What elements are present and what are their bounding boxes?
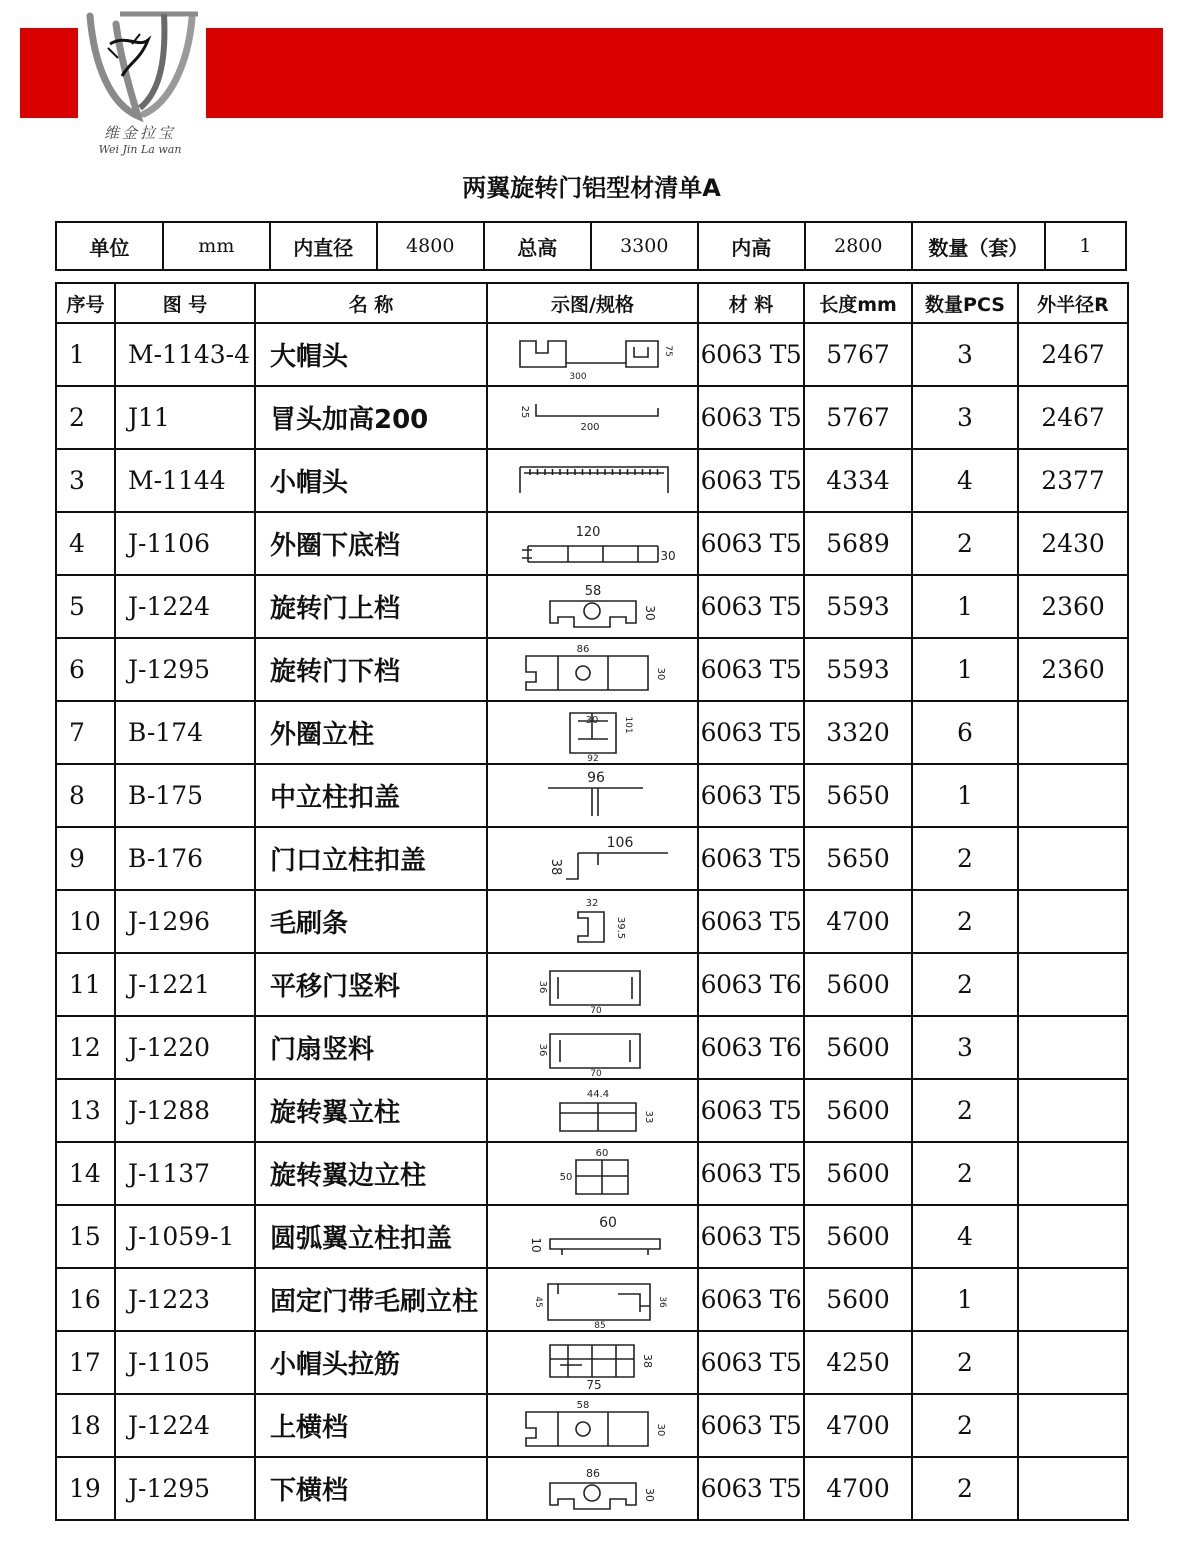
profile-outline [550, 971, 640, 1005]
row-qty: 2 [912, 1457, 1018, 1520]
row-radius: 2360 [1018, 575, 1128, 638]
table-row [56, 1331, 1128, 1394]
row-material: 6063 T5 [698, 1457, 804, 1520]
profile-dimension-label: 58 [584, 583, 601, 599]
profile-dimension-label: 30 [659, 548, 676, 563]
row-radius [1018, 827, 1128, 890]
row-length: 5593 [804, 575, 912, 638]
profile-outline [550, 1483, 636, 1509]
profile-outline [584, 1485, 600, 1501]
row-seq: 8 [56, 764, 115, 827]
row-name: 旋转门下档 [255, 638, 487, 701]
profile-dimension-label: 75 [662, 344, 673, 357]
row-name: 外圈下底档 [255, 512, 487, 575]
row-name: 旋转翼边立柱 [255, 1142, 487, 1205]
row-name: 冒头加高200 [255, 386, 487, 449]
row-seq: 15 [56, 1205, 115, 1268]
profile-dimension-label: 45 [532, 1295, 543, 1308]
row-radius: 2430 [1018, 512, 1128, 575]
row-length: 3320 [804, 701, 912, 764]
row-code: M-1144 [115, 449, 255, 512]
profile-outline [576, 666, 590, 680]
row-radius [1018, 1457, 1128, 1520]
row-qty: 2 [912, 1142, 1018, 1205]
profile-outline [584, 603, 600, 619]
row-name: 旋转门上档 [255, 575, 487, 638]
row-material: 6063 T5 [698, 512, 804, 575]
row-material: 6063 T5 [698, 1079, 804, 1142]
table-row [56, 575, 1128, 638]
row-code: J-1295 [115, 638, 255, 701]
row-profile-drawing [487, 953, 698, 1016]
table-row [56, 1079, 1128, 1142]
profile-dimension-label: 39.5 [614, 916, 626, 939]
table-header-row [56, 283, 1128, 323]
profile-outline [576, 1422, 590, 1436]
header-name: 名 称 [255, 283, 487, 323]
row-qty: 2 [912, 890, 1018, 953]
row-qty: 1 [912, 575, 1018, 638]
row-qty: 1 [912, 638, 1018, 701]
profile-dimension-label: 200 [579, 421, 600, 433]
profile-drawing-icon [508, 768, 678, 824]
row-profile-drawing [487, 1394, 698, 1457]
row-code: J-1224 [115, 575, 255, 638]
row-radius [1018, 1016, 1128, 1079]
table-row [56, 1268, 1128, 1331]
profile-dimension-label: 86 [576, 643, 589, 655]
row-seq: 13 [56, 1079, 115, 1142]
row-name: 外圈立柱 [255, 701, 487, 764]
table-row [56, 449, 1128, 512]
row-seq: 16 [56, 1268, 115, 1331]
row-profile-drawing [487, 701, 698, 764]
profile-dimension-label: 75 [585, 1377, 602, 1391]
row-code: J-1221 [115, 953, 255, 1016]
row-radius: 2467 [1018, 386, 1128, 449]
header-material: 材 料 [698, 283, 804, 323]
table-row [56, 638, 1128, 701]
profile-dimension-label: 120 [575, 524, 600, 540]
profile-dimension-label: 96 [586, 769, 605, 786]
profile-drawing-icon [508, 957, 678, 1013]
row-material: 6063 T6 [698, 1016, 804, 1079]
qty-sets-label: 数量（套） [912, 222, 1045, 270]
row-radius: 2467 [1018, 323, 1128, 386]
table-row [56, 1394, 1128, 1457]
row-profile-drawing [487, 1205, 698, 1268]
header-seq: 序号 [56, 283, 115, 323]
row-length: 5600 [804, 1142, 912, 1205]
row-code: B-176 [115, 827, 255, 890]
row-seq: 7 [56, 701, 115, 764]
row-length: 5600 [804, 1016, 912, 1079]
profile-dimension-label: 25 [518, 405, 530, 418]
profile-drawing-icon [508, 831, 678, 887]
profile-drawing-icon [508, 1146, 678, 1202]
header-length: 长度mm [804, 283, 912, 323]
row-profile-drawing [487, 1016, 698, 1079]
profile-dimension-label: 101 [622, 715, 633, 734]
profile-dimension-label: 44.4 [586, 1088, 609, 1100]
row-length: 5593 [804, 638, 912, 701]
qty-sets-value: 1 [1045, 222, 1126, 270]
row-radius [1018, 764, 1128, 827]
profile-outline [548, 1284, 650, 1320]
row-length: 4250 [804, 1331, 912, 1394]
total-height-label: 总高 [484, 222, 591, 270]
info-table [55, 221, 1127, 271]
row-radius [1018, 890, 1128, 953]
row-code: J-1106 [115, 512, 255, 575]
profile-outline [520, 467, 668, 493]
row-code: J-1223 [115, 1268, 255, 1331]
row-name: 毛刷条 [255, 890, 487, 953]
row-length: 5689 [804, 512, 912, 575]
row-length: 5600 [804, 953, 912, 1016]
row-profile-drawing [487, 449, 698, 512]
row-qty: 6 [912, 701, 1018, 764]
inner-height-value: 2800 [805, 222, 912, 270]
row-length: 5600 [804, 1205, 912, 1268]
profile-drawing-icon [508, 894, 678, 950]
table-row [56, 386, 1128, 449]
profile-drawing-icon [508, 1272, 678, 1328]
profile-outline [578, 912, 604, 942]
row-code: J-1220 [115, 1016, 255, 1079]
row-profile-drawing [487, 575, 698, 638]
profile-drawing-icon [508, 1335, 678, 1391]
row-qty: 2 [912, 953, 1018, 1016]
row-qty: 4 [912, 1205, 1018, 1268]
table-row [56, 1205, 1128, 1268]
profile-dimension-label: 30 [654, 1423, 666, 1436]
unit-label: 单位 [56, 222, 163, 270]
row-radius [1018, 1268, 1128, 1331]
profile-dimension-label: 30 [642, 1487, 656, 1502]
profile-drawing-icon [508, 705, 678, 761]
logo-chinese-text: 维金拉宝 [103, 124, 176, 142]
profile-dimension-label: 30 [642, 604, 657, 621]
row-qty: 3 [912, 323, 1018, 386]
row-code: J-1137 [115, 1142, 255, 1205]
profile-dimension-label: 92 [586, 753, 599, 761]
row-profile-drawing [487, 1268, 698, 1331]
total-height-value: 3300 [591, 222, 698, 270]
row-qty: 2 [912, 512, 1018, 575]
profile-dimension-label: 30 [654, 667, 666, 680]
row-name: 门扇竖料 [255, 1016, 487, 1079]
parts-table [55, 282, 1129, 1521]
row-name: 上横档 [255, 1394, 487, 1457]
profile-dimension-label: 36 [536, 980, 548, 993]
profile-outline [576, 1160, 628, 1194]
profile-outline [550, 1034, 640, 1068]
row-length: 4700 [804, 890, 912, 953]
row-seq: 17 [56, 1331, 115, 1394]
row-qty: 3 [912, 386, 1018, 449]
row-qty: 2 [912, 1331, 1018, 1394]
profile-dimension-label: 10 [528, 1236, 543, 1253]
table-row [56, 827, 1128, 890]
row-length: 4334 [804, 449, 912, 512]
row-material: 6063 T5 [698, 449, 804, 512]
profile-dimension-label: 86 [585, 1466, 600, 1480]
row-name: 小帽头 [255, 449, 487, 512]
table-row [56, 1142, 1128, 1205]
row-code: J-1059-1 [115, 1205, 255, 1268]
row-material: 6063 T5 [698, 1331, 804, 1394]
row-material: 6063 T6 [698, 953, 804, 1016]
row-profile-drawing [487, 890, 698, 953]
profile-drawing-icon [508, 1209, 678, 1265]
row-name: 下横档 [255, 1457, 487, 1520]
row-profile-drawing [487, 323, 698, 386]
row-seq: 19 [56, 1457, 115, 1520]
row-seq: 6 [56, 638, 115, 701]
row-qty: 1 [912, 764, 1018, 827]
row-seq: 14 [56, 1142, 115, 1205]
row-code: M-1143-4 [115, 323, 255, 386]
row-qty: 3 [912, 1016, 1018, 1079]
row-radius [1018, 701, 1128, 764]
row-radius: 2360 [1018, 638, 1128, 701]
profile-outline [550, 1239, 660, 1255]
row-profile-drawing [487, 1457, 698, 1520]
company-logo-icon [80, 4, 202, 122]
row-radius [1018, 953, 1128, 1016]
table-row [56, 1457, 1128, 1520]
row-name: 门口立柱扣盖 [255, 827, 487, 890]
row-profile-drawing [487, 764, 698, 827]
table-row [56, 323, 1128, 386]
profile-outline [526, 656, 648, 690]
profile-dimension-label: 106 [606, 834, 633, 851]
header-qty: 数量PCS [912, 283, 1018, 323]
row-profile-drawing [487, 1142, 698, 1205]
row-material: 6063 T5 [698, 890, 804, 953]
row-seq: 3 [56, 449, 115, 512]
row-radius [1018, 1394, 1128, 1457]
row-seq: 11 [56, 953, 115, 1016]
inner-diameter-value: 4800 [377, 222, 484, 270]
profile-outline [550, 601, 636, 627]
profile-drawing-icon [508, 1020, 678, 1076]
profile-drawing-icon [508, 579, 678, 635]
row-length: 4700 [804, 1457, 912, 1520]
row-name: 大帽头 [255, 323, 487, 386]
row-material: 6063 T5 [698, 1394, 804, 1457]
profile-drawing-icon [508, 453, 678, 509]
row-material: 6063 T5 [698, 575, 804, 638]
profile-outline [566, 853, 668, 879]
row-name: 中立柱扣盖 [255, 764, 487, 827]
row-length: 4700 [804, 1394, 912, 1457]
row-qty: 1 [912, 1268, 1018, 1331]
profile-dimension-label: 38 [640, 1353, 654, 1368]
profile-outline [522, 546, 658, 562]
row-profile-drawing [487, 827, 698, 890]
row-radius: 2377 [1018, 449, 1128, 512]
profile-outline [548, 788, 643, 816]
row-radius [1018, 1079, 1128, 1142]
header-radius: 外半径R [1018, 283, 1128, 323]
profile-outline [560, 1103, 636, 1131]
header-spec: 示图/规格 [487, 283, 698, 323]
profile-dimension-label: 60 [595, 1147, 608, 1159]
table-row [56, 764, 1128, 827]
row-material: 6063 T5 [698, 638, 804, 701]
page-title: 两翼旋转门铝型材清单A [462, 174, 721, 202]
row-code: J-1105 [115, 1331, 255, 1394]
row-length: 5767 [804, 323, 912, 386]
inner-height-label: 内高 [698, 222, 805, 270]
row-radius [1018, 1331, 1128, 1394]
profile-dimension-label: 70 [589, 1068, 602, 1076]
profile-drawing-icon [508, 327, 678, 383]
profile-drawing-icon [508, 1083, 678, 1139]
table-row [56, 1016, 1128, 1079]
row-material: 6063 T5 [698, 764, 804, 827]
row-seq: 2 [56, 386, 115, 449]
profile-dimension-label: 36 [656, 1295, 667, 1308]
profile-outline [550, 1345, 634, 1377]
row-seq: 5 [56, 575, 115, 638]
row-qty: 2 [912, 1079, 1018, 1142]
row-code: J-1295 [115, 1457, 255, 1520]
row-material: 6063 T5 [698, 701, 804, 764]
row-length: 5600 [804, 1079, 912, 1142]
row-length: 5650 [804, 827, 912, 890]
row-qty: 4 [912, 449, 1018, 512]
row-name: 旋转翼立柱 [255, 1079, 487, 1142]
profile-drawing-icon [508, 390, 678, 446]
profile-drawing-icon [508, 516, 678, 572]
row-seq: 4 [56, 512, 115, 575]
profile-dimension-label: 32 [585, 897, 598, 909]
row-profile-drawing [487, 386, 698, 449]
profile-dimension-label: 38 [547, 858, 563, 875]
row-radius [1018, 1205, 1128, 1268]
profile-drawing-icon [508, 642, 678, 698]
profile-drawing-icon [508, 1461, 678, 1517]
row-length: 5650 [804, 764, 912, 827]
profile-dimension-label: 36 [536, 1043, 548, 1056]
header-code: 图 号 [115, 283, 255, 323]
row-name: 圆弧翼立柱扣盖 [255, 1205, 487, 1268]
row-material: 6063 T5 [698, 1205, 804, 1268]
row-code: J-1296 [115, 890, 255, 953]
profile-dimension-label: 58 [576, 1399, 589, 1411]
row-code: J-1288 [115, 1079, 255, 1142]
row-code: B-175 [115, 764, 255, 827]
row-length: 5767 [804, 386, 912, 449]
table-row [56, 701, 1128, 764]
row-name: 小帽头拉筋 [255, 1331, 487, 1394]
profile-dimension-label: 33 [642, 1110, 654, 1123]
row-seq: 10 [56, 890, 115, 953]
table-row [56, 512, 1128, 575]
profile-dimension-label: 60 [598, 1214, 617, 1231]
unit-value: mm [163, 222, 270, 270]
row-name: 平移门竖料 [255, 953, 487, 1016]
row-code: J11 [115, 386, 255, 449]
row-name: 固定门带毛刷立柱 [255, 1268, 487, 1331]
profile-dimension-label: 30 [585, 714, 598, 726]
row-qty: 2 [912, 827, 1018, 890]
profile-dimension-label: 50 [559, 1171, 572, 1183]
row-profile-drawing [487, 512, 698, 575]
profile-outline [536, 404, 658, 416]
row-material: 6063 T5 [698, 386, 804, 449]
row-seq: 9 [56, 827, 115, 890]
row-material: 6063 T5 [698, 323, 804, 386]
row-length: 5600 [804, 1268, 912, 1331]
row-code: J-1224 [115, 1394, 255, 1457]
row-qty: 2 [912, 1394, 1018, 1457]
profile-outline [520, 341, 658, 367]
table-row [56, 953, 1128, 1016]
row-seq: 18 [56, 1394, 115, 1457]
row-radius [1018, 1142, 1128, 1205]
row-profile-drawing [487, 1331, 698, 1394]
profile-dimension-label: 300 [568, 371, 587, 382]
row-profile-drawing [487, 1079, 698, 1142]
inner-diameter-label: 内直径 [270, 222, 377, 270]
logo-english-text: Wei Jin La wan [98, 143, 182, 156]
row-profile-drawing [487, 638, 698, 701]
row-material: 6063 T5 [698, 827, 804, 890]
row-material: 6063 T5 [698, 1142, 804, 1205]
table-row [56, 890, 1128, 953]
row-seq: 1 [56, 323, 115, 386]
profile-outline [526, 1412, 648, 1446]
row-code: B-174 [115, 701, 255, 764]
profile-drawing-icon [508, 1398, 678, 1454]
row-seq: 12 [56, 1016, 115, 1079]
profile-dimension-label: 85 [593, 1320, 606, 1328]
row-material: 6063 T6 [698, 1268, 804, 1331]
profile-dimension-label: 70 [589, 1005, 602, 1013]
